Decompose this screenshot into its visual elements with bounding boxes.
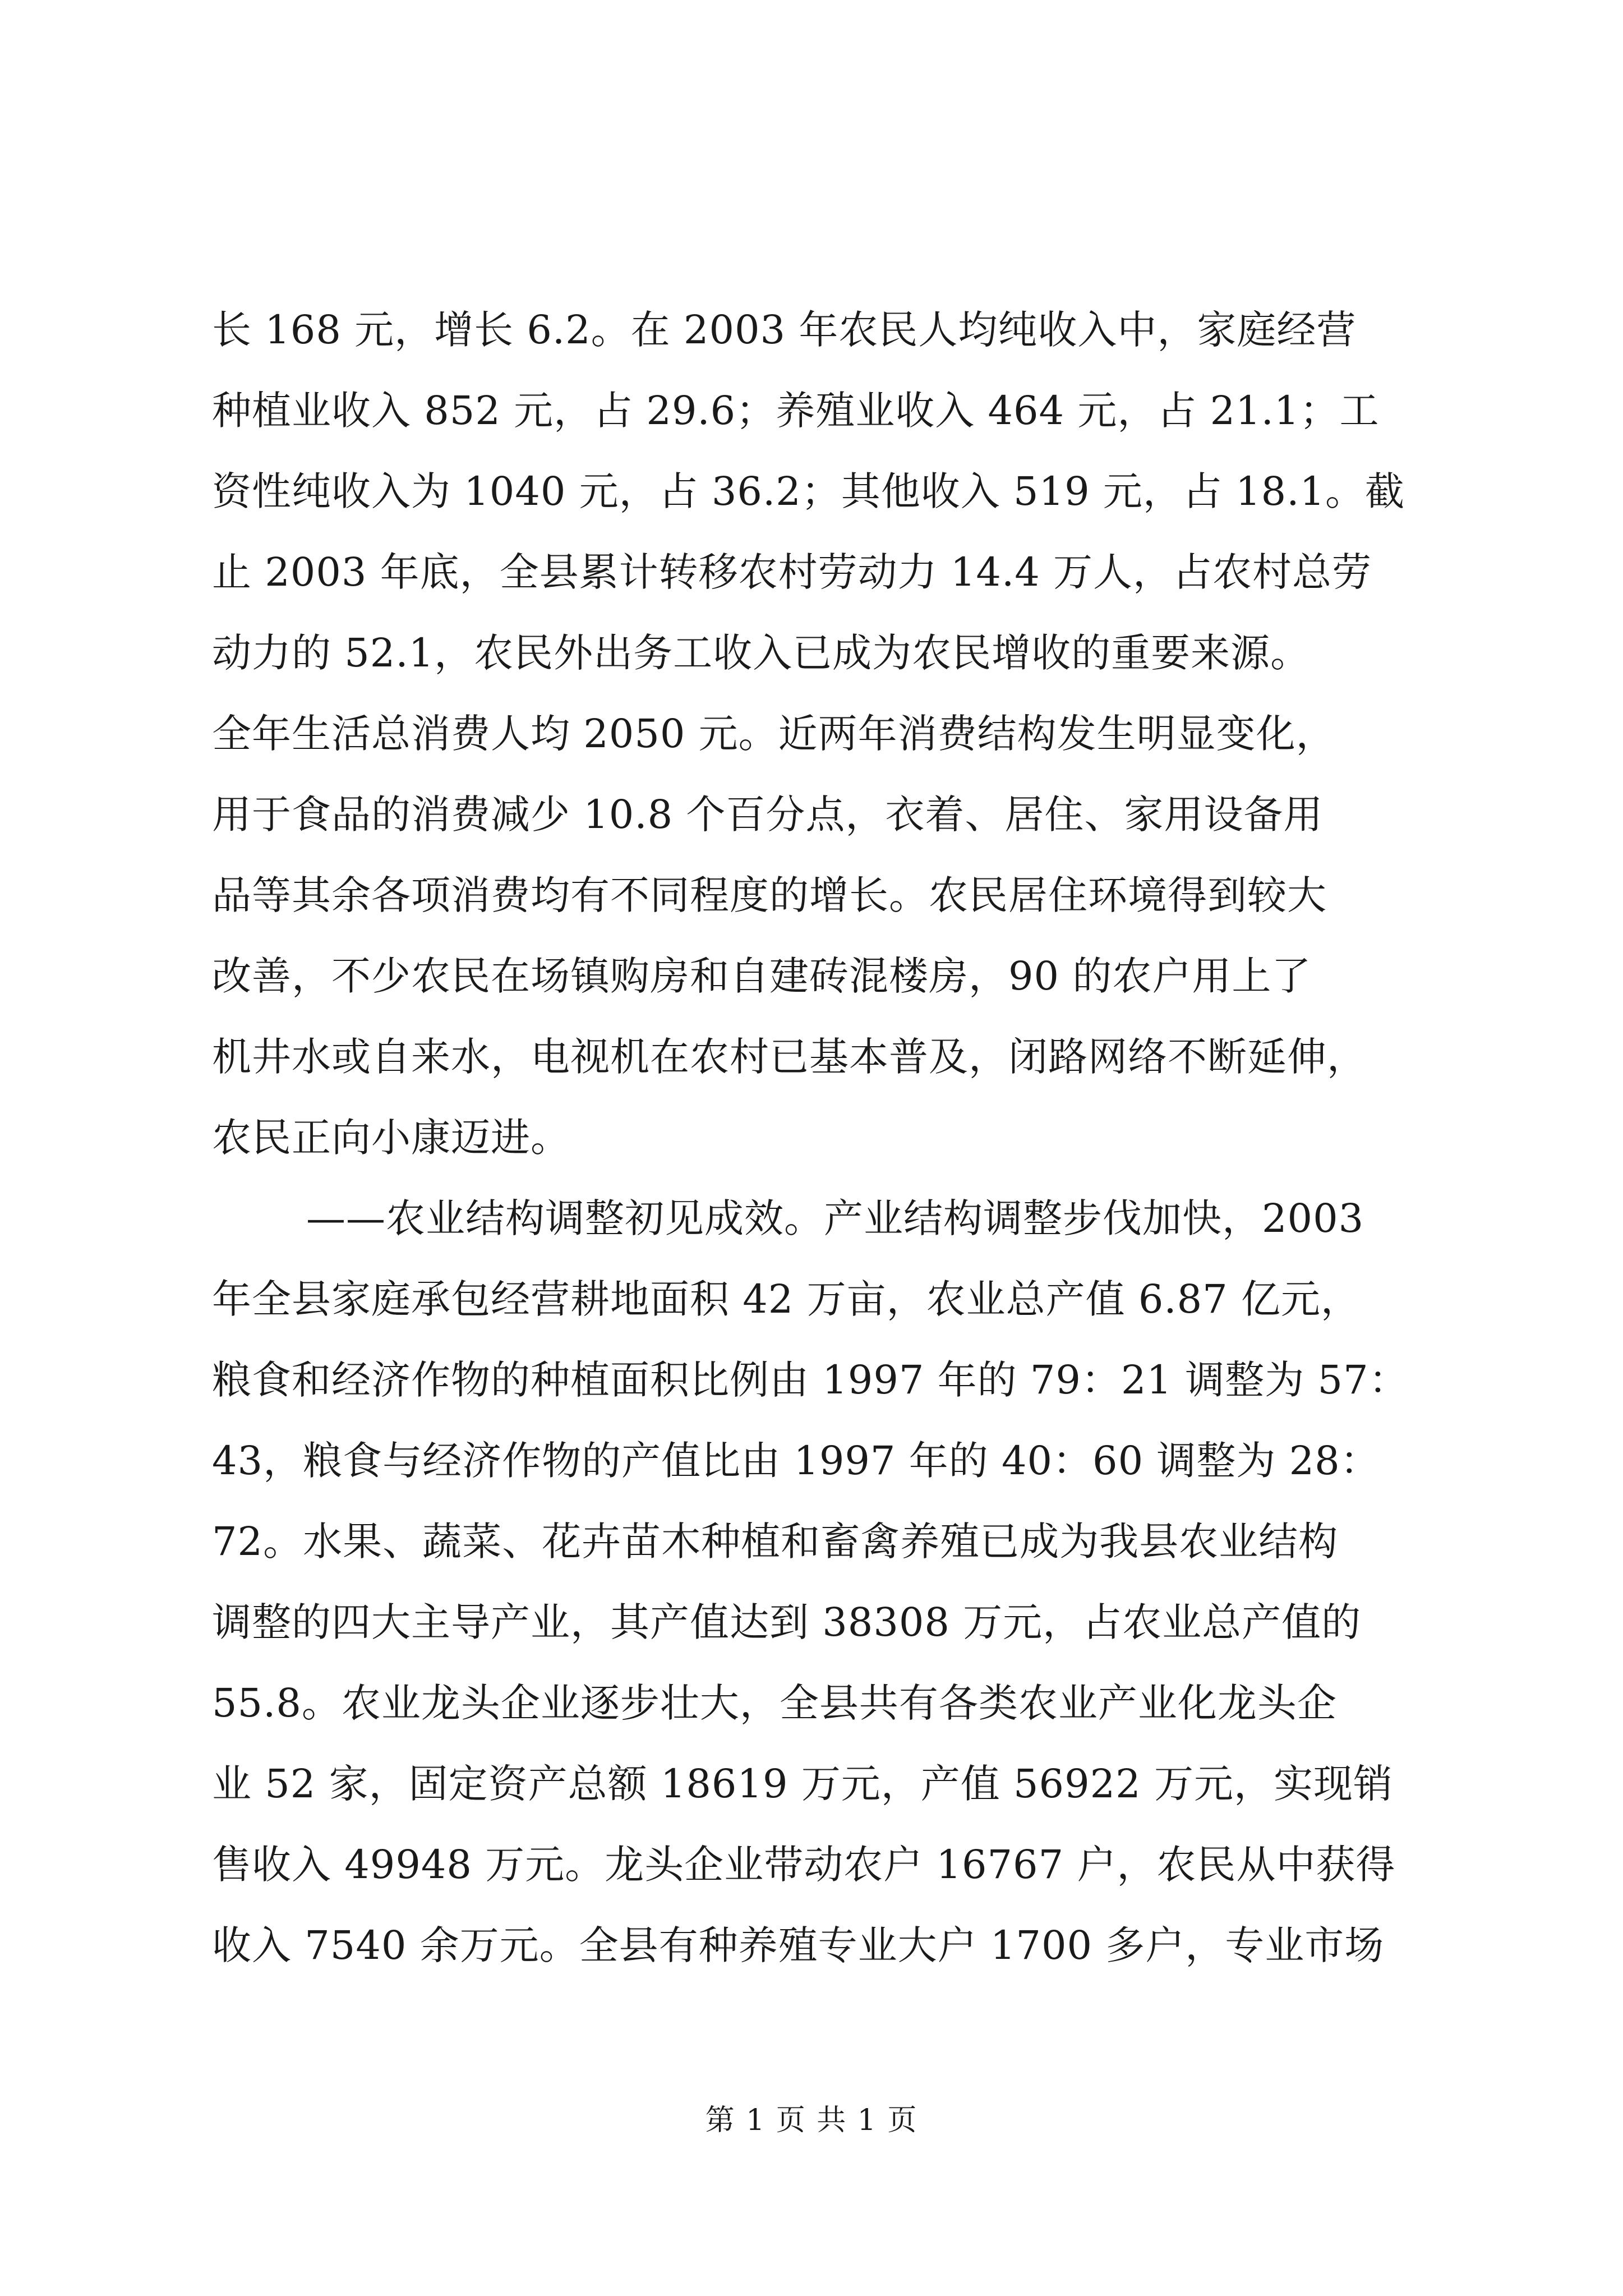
text-line: 机井水或自来水，电视机在农村已基本普及，闭路网络不断延伸， [212,1034,1367,1080]
text-line: 调整的四大主导产业，其产值达到 38308 万元，占农业总产值的 [212,1599,1362,1645]
text-line: 43，粮食与经济作物的产值比由 1997 年的 40：60 调整为 28： [212,1438,1380,1484]
text-line: 业 52 家，固定资产总额 18619 万元，产值 56922 万元，实现销 [212,1761,1393,1807]
text-line: 收入 7540 余万元。全县有种养殖专业大户 1700 多户，专业市场 [212,1922,1385,1968]
text-line: 长 168 元，增长 6.2。在 2003 年农民人均纯收入中，家庭经营 [212,307,1357,353]
paragraph-start-line: ——农业结构调整初见成效。产业结构调整步伐加快，2003 [306,1195,1364,1241]
text-line: 资性纯收入为 1040 元，占 36.2；其他收入 519 元，占 18.1。截 [212,468,1405,514]
text-line: 农民正向小康迈进。 [212,1115,570,1161]
text-line: 55.8。农业龙头企业逐步壮大，全县共有各类农业产业化龙头企 [212,1680,1337,1726]
text-line: 种植业收入 852 元，占 29.6；养殖业收入 464 元，占 21.1；工 [212,388,1380,434]
text-line: 粮食和经济作物的种植面积比例由 1997 年的 79：21 调整为 57： [212,1357,1409,1403]
page-footer: 第 1 页 共 1 页 [705,2104,918,2137]
text-line: 品等其余各项消费均有不同程度的增长。农民居住环境得到较大 [212,872,1327,918]
text-line: 止 2003 年底，全县累计转移农村劳动力 14.4 万人，占农村总劳 [212,549,1372,595]
text-line: 全年生活总消费人均 2050 元。近两年消费结构发生明显变化， [212,711,1336,757]
body-text [212,289,1418,1986]
text-line: 改善，不少农民在场镇购房和自建砖混楼房，90 的农户用上了 [212,953,1312,999]
text-line: 售收入 49948 万元。龙头企业带动农户 16767 户，农民从中获得 [212,1842,1396,1888]
text-line: 动力的 52.1，农民外出务工收入已成为农民增收的重要来源。 [212,630,1311,676]
text-line: 72。水果、蔬菜、花卉苗木种植和畜禽养殖已成为我县农业结构 [212,1519,1339,1565]
text-line: 用于食品的消费减少 10.8 个百分点，衣着、居住、家用设备用 [212,792,1324,838]
text-line: 年全县家庭承包经营耕地面积 42 万亩，农业总产值 6.87 亿元， [212,1276,1361,1322]
